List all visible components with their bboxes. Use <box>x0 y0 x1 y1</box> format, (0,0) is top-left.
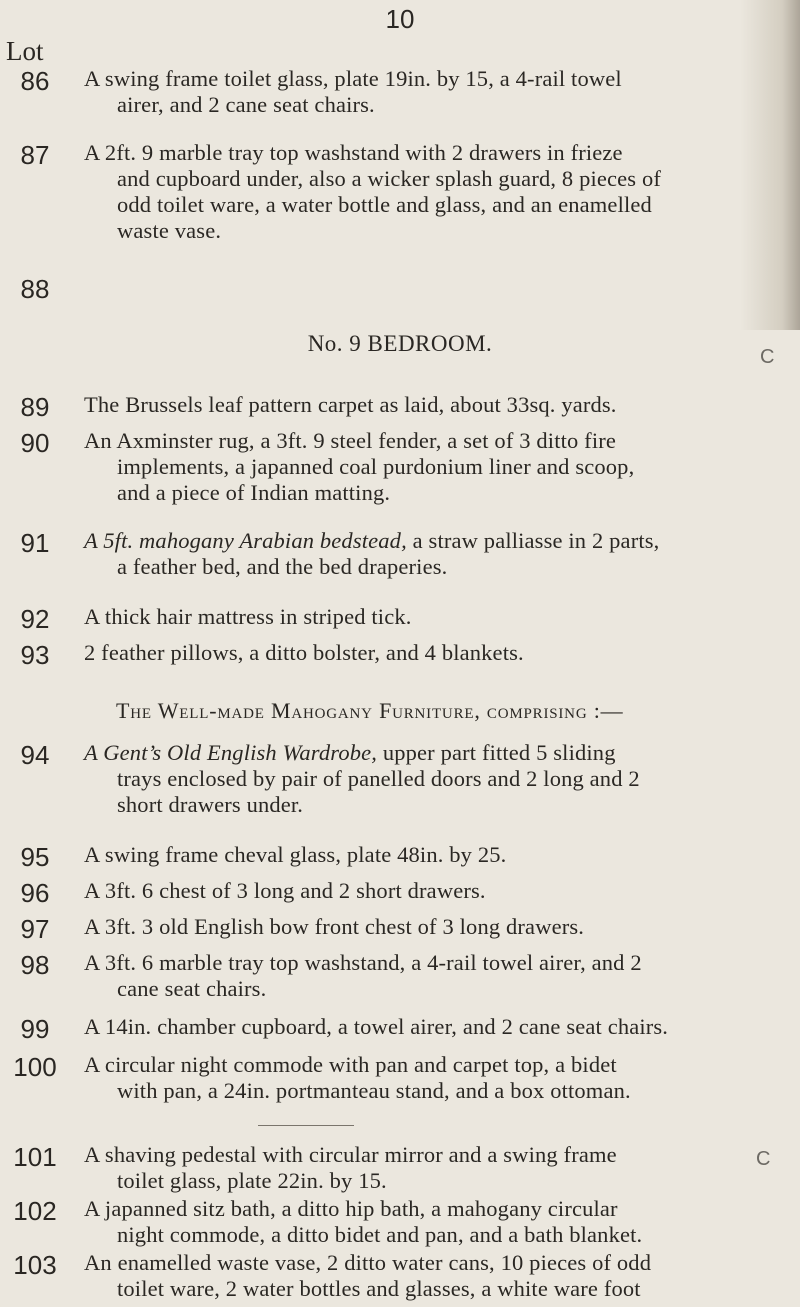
lot-description <box>84 878 724 904</box>
lot-line: waste vase. <box>117 218 222 243</box>
margin-mark: C <box>756 1148 771 1170</box>
lot-description <box>84 392 724 418</box>
lot-line: and cupboard under, also a wicker splash guard, 8 pieces of <box>117 166 662 191</box>
lot-number: 98 <box>20 950 50 980</box>
lot-line: A swing frame cheval glass, plate 48in. by 25. <box>84 842 507 867</box>
lot-line <box>84 528 724 554</box>
furniture-intro: The Well-made Mahogany Furniture, comprising :— <box>116 698 624 723</box>
lot-line: The Brussels leaf pattern carpet as laid, about 33sq. yards. <box>84 392 617 417</box>
lot-description <box>84 604 724 630</box>
lot-line-rest: upper part fitted 5 sliding <box>377 740 616 765</box>
lot-line-rest: a straw palliasse in 2 parts, <box>406 528 660 553</box>
lot-number: 89 <box>20 392 50 422</box>
lot-line: A swing frame toilet glass, plate 19in. by 15, a 4-rail towel <box>84 66 622 91</box>
lot-description <box>84 1250 724 1302</box>
lot-title-italic: A 5ft. mahogany Arabian bedstead, <box>84 528 407 553</box>
lot-line: toilet glass, plate 22in. by 15. <box>117 1168 387 1193</box>
lot-description <box>84 140 724 244</box>
lot-description <box>84 66 724 118</box>
lot-line: odd toilet ware, a water bottle and glass, and an enamelled <box>117 192 652 217</box>
lot-column-header: Lot <box>6 36 44 66</box>
lot-line: airer, and 2 cane seat chairs. <box>117 92 375 117</box>
lot-line: A 3ft. 6 chest of 3 long and 2 short drawers. <box>84 878 486 903</box>
page-number: 10 <box>385 4 415 34</box>
lot-line: cane seat chairs. <box>117 976 267 1001</box>
lot-line: a feather bed, and the bed draperies. <box>117 554 448 579</box>
lot-line: with pan, a 24in. portmanteau stand, and a box ottoman. <box>117 1078 631 1103</box>
lot-title-italic: A Gent’s Old English Wardrobe, <box>84 740 378 765</box>
lot-line: A japanned sitz bath, a ditto hip bath, a mahogany circular <box>84 1196 618 1221</box>
lot-line: A 14in. chamber cupboard, a towel airer, and 2 cane seat chairs. <box>84 1014 669 1039</box>
section-divider <box>258 1125 354 1126</box>
lot-line: toilet ware, 2 water bottles and glasses, a white ware foot <box>117 1276 641 1301</box>
lot-description <box>84 428 724 506</box>
lot-number: 96 <box>20 878 50 908</box>
lot-number: 102 <box>13 1196 57 1226</box>
lot-number: 93 <box>20 640 50 670</box>
lot-number: 97 <box>20 914 50 944</box>
lot-number: 95 <box>20 842 50 872</box>
lot-number: 94 <box>20 740 50 770</box>
lot-description <box>84 740 724 818</box>
lot-number: 99 <box>20 1014 50 1044</box>
margin-mark: C <box>760 346 775 368</box>
lot-line: A thick hair mattress in striped tick. <box>84 604 412 629</box>
lot-description <box>84 1142 724 1194</box>
page-edge-shadow <box>740 0 800 330</box>
lot-line: A 2ft. 9 marble tray top washstand with 2 drawers in frieze <box>84 140 623 165</box>
lot-line: night commode, a ditto bidet and pan, and a bath blanket. <box>117 1222 643 1247</box>
lot-line <box>84 740 724 766</box>
lot-number: 103 <box>13 1250 57 1280</box>
lot-description <box>84 1196 724 1248</box>
lot-line: A 3ft. 3 old English bow front chest of 3 long drawers. <box>84 914 585 939</box>
section-heading: No. 9 BEDROOM. <box>307 331 493 356</box>
lot-line: implements, a japanned coal purdonium liner and scoop, <box>117 454 635 479</box>
lot-description <box>84 528 724 580</box>
lot-number: 90 <box>20 428 50 458</box>
lot-number: 100 <box>13 1052 57 1082</box>
lot-description <box>84 842 724 868</box>
lot-number: 88 <box>20 274 50 304</box>
lot-number: 91 <box>20 528 50 558</box>
lot-line: A 3ft. 6 marble tray top washstand, a 4-rail towel airer, and 2 <box>84 950 642 975</box>
lot-line: 2 feather pillows, a ditto bolster, and 4 blankets. <box>84 640 524 665</box>
lot-line: trays enclosed by pair of panelled doors and 2 long and 2 <box>117 766 640 791</box>
lot-line: An Axminster rug, a 3ft. 9 steel fender, a set of 3 ditto fire <box>84 428 617 453</box>
lot-description <box>84 640 724 666</box>
lot-line: short drawers under. <box>117 792 304 817</box>
lot-number: 86 <box>20 66 50 96</box>
lot-description <box>84 914 724 940</box>
lot-number: 87 <box>20 140 50 170</box>
lot-description <box>84 1014 724 1040</box>
lot-number: 92 <box>20 604 50 634</box>
lot-description <box>84 1052 724 1104</box>
lot-line: An enamelled waste vase, 2 ditto water cans, 10 pieces of odd <box>84 1250 652 1275</box>
lot-line: A shaving pedestal with circular mirror and a swing frame <box>84 1142 617 1167</box>
lot-line: and a piece of Indian matting. <box>117 480 391 505</box>
lot-line: A circular night commode with pan and carpet top, a bidet <box>84 1052 617 1077</box>
lot-number: 101 <box>13 1142 57 1172</box>
lot-description <box>84 950 724 1002</box>
